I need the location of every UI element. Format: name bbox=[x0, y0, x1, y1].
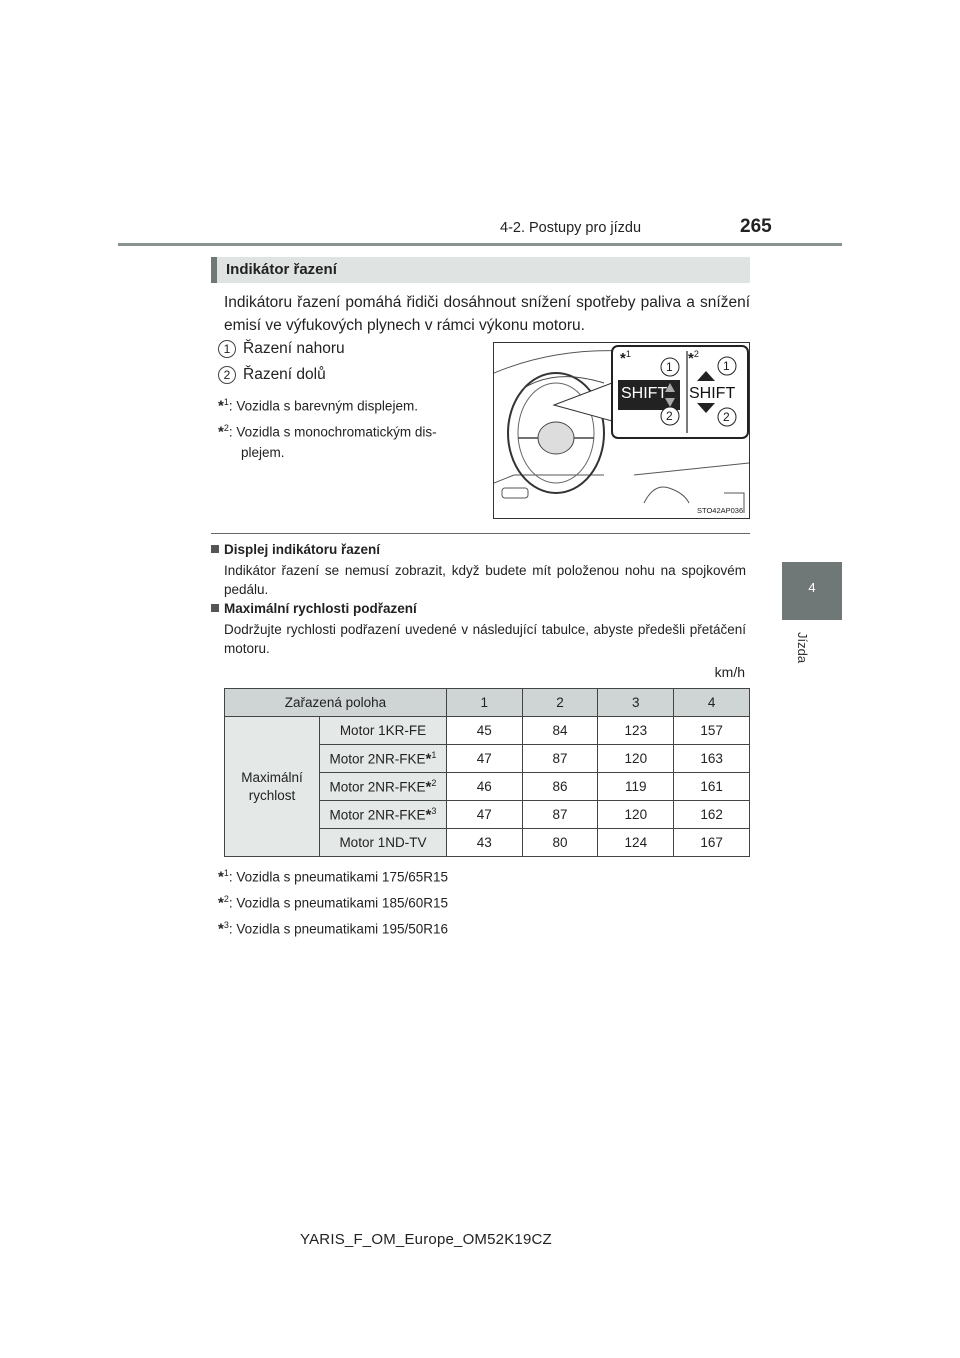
item-label-upshift: Řazení nahoru bbox=[243, 340, 345, 357]
header-rule bbox=[118, 243, 842, 246]
figure-star-1: *$^1$ bbox=[620, 349, 631, 367]
table-cell: 80 bbox=[522, 829, 598, 857]
table-header-cell: 1 bbox=[446, 689, 522, 717]
table-cell: 157 bbox=[674, 717, 750, 745]
table-header-cell: 3 bbox=[598, 689, 674, 717]
table-cell: 43 bbox=[446, 829, 522, 857]
table-cell: 45 bbox=[446, 717, 522, 745]
note-text-speeds: Dodržujte rychlosti podřazení uvedené v následující tabulce, abyste předešli přetáčení motoru. bbox=[224, 622, 746, 656]
table-cell: 163 bbox=[674, 745, 750, 773]
square-bullet-icon bbox=[211, 604, 219, 612]
table-header-cell: Zařazená poloha bbox=[225, 689, 447, 717]
figure-callout-1b: 1 bbox=[723, 359, 730, 373]
table-engine-cell: Motor 1KR-FE bbox=[319, 717, 446, 745]
table-cell: 167 bbox=[674, 829, 750, 857]
chapter-tab bbox=[782, 562, 842, 620]
figure-callout-2a: 2 bbox=[666, 409, 673, 423]
figure-callout-1a: 1 bbox=[666, 360, 673, 374]
section-heading-text: Indikátor řazení bbox=[226, 261, 337, 278]
figure-code: STO42AP036 bbox=[697, 506, 744, 515]
chapter-tab-label bbox=[780, 632, 840, 672]
square-bullet-icon bbox=[211, 545, 219, 553]
dashboard-illustration bbox=[494, 343, 749, 518]
table-header-cell: 4 bbox=[674, 689, 750, 717]
table-unit: km/h bbox=[714, 664, 745, 680]
note-text-display: Indikátor řazení se nemusí zobrazit, když budete mít položenou nohu na spojkovém pedálu. bbox=[224, 563, 746, 597]
page-number: 265 bbox=[740, 216, 772, 237]
table-cell: 162 bbox=[674, 801, 750, 829]
figure-callout-2b: 2 bbox=[723, 410, 730, 424]
table-cell: 119 bbox=[598, 773, 674, 801]
table-engine-cell: Motor 2NR-FKE*$^3$ bbox=[319, 801, 446, 829]
note-heading-display: Displej indikátoru řazení bbox=[211, 542, 380, 557]
table-cell: 120 bbox=[598, 745, 674, 773]
table-cell: 47 bbox=[446, 801, 522, 829]
table-cell: 120 bbox=[598, 801, 674, 829]
table-footnote-1: *$^1$: Vozidla s pneumatikami 175/65R15 bbox=[218, 868, 448, 886]
table-cell: 161 bbox=[674, 773, 750, 801]
table-group-label: Maximální rychlost bbox=[225, 717, 320, 857]
table-cell: 47 bbox=[446, 745, 522, 773]
chapter-title: 4-2. Postupy pro jízdu bbox=[500, 220, 642, 236]
downshift-speed-table bbox=[224, 688, 750, 857]
shift-label-color: SHIFT bbox=[621, 385, 668, 402]
table-engine-cell: Motor 2NR-FKE*$^1$ bbox=[319, 745, 446, 773]
table-header-row bbox=[225, 689, 750, 717]
item-number-1: 1 bbox=[218, 340, 236, 358]
figure-footnote-1: *$^1$: Vozidla s barevným displejem. bbox=[218, 397, 418, 415]
shift-indicator-figure bbox=[493, 342, 750, 519]
chapter-tab-number: 4 bbox=[808, 580, 816, 595]
table-cell: 46 bbox=[446, 773, 522, 801]
document-footer: YARIS_F_OM_Europe_OM52K19CZ bbox=[300, 1231, 552, 1248]
table-cell: 86 bbox=[522, 773, 598, 801]
table-cell: 123 bbox=[598, 717, 674, 745]
section-divider bbox=[211, 533, 750, 534]
table-cell: 87 bbox=[522, 745, 598, 773]
table-cell: 87 bbox=[522, 801, 598, 829]
chapter-tab-label-text: Jízda bbox=[795, 632, 810, 664]
table-footnote-2: *$^2$: Vozidla s pneumatikami 185/60R15 bbox=[218, 894, 448, 912]
figure-footnote-2: *$^2$: Vozidla s monochromatickým dis- plejem. bbox=[218, 423, 437, 460]
section-heading bbox=[211, 257, 750, 283]
table-row bbox=[225, 717, 750, 745]
item-label-downshift: Řazení dolů bbox=[243, 366, 326, 383]
note-heading-speeds: Maximální rychlosti podřazení bbox=[211, 601, 417, 616]
table-cell: 84 bbox=[522, 717, 598, 745]
figure-star-2: *$^2$ bbox=[688, 349, 699, 367]
intro-paragraph: Indikátoru řazení pomáhá řidiči dosáhnout snížení spotřeby paliva a snížení emisí ve výfukových plynech v rámci výkonu motoru. bbox=[224, 294, 750, 334]
table-header-cell: 2 bbox=[522, 689, 598, 717]
shift-label-mono: SHIFT bbox=[689, 385, 736, 402]
table-engine-cell: Motor 2NR-FKE*$^2$ bbox=[319, 773, 446, 801]
item-number-2: 2 bbox=[218, 366, 236, 384]
table-engine-cell: Motor 1ND-TV bbox=[319, 829, 446, 857]
table-footnote-3: *$^3$: Vozidla s pneumatikami 195/50R16 bbox=[218, 920, 448, 938]
table-cell: 124 bbox=[598, 829, 674, 857]
